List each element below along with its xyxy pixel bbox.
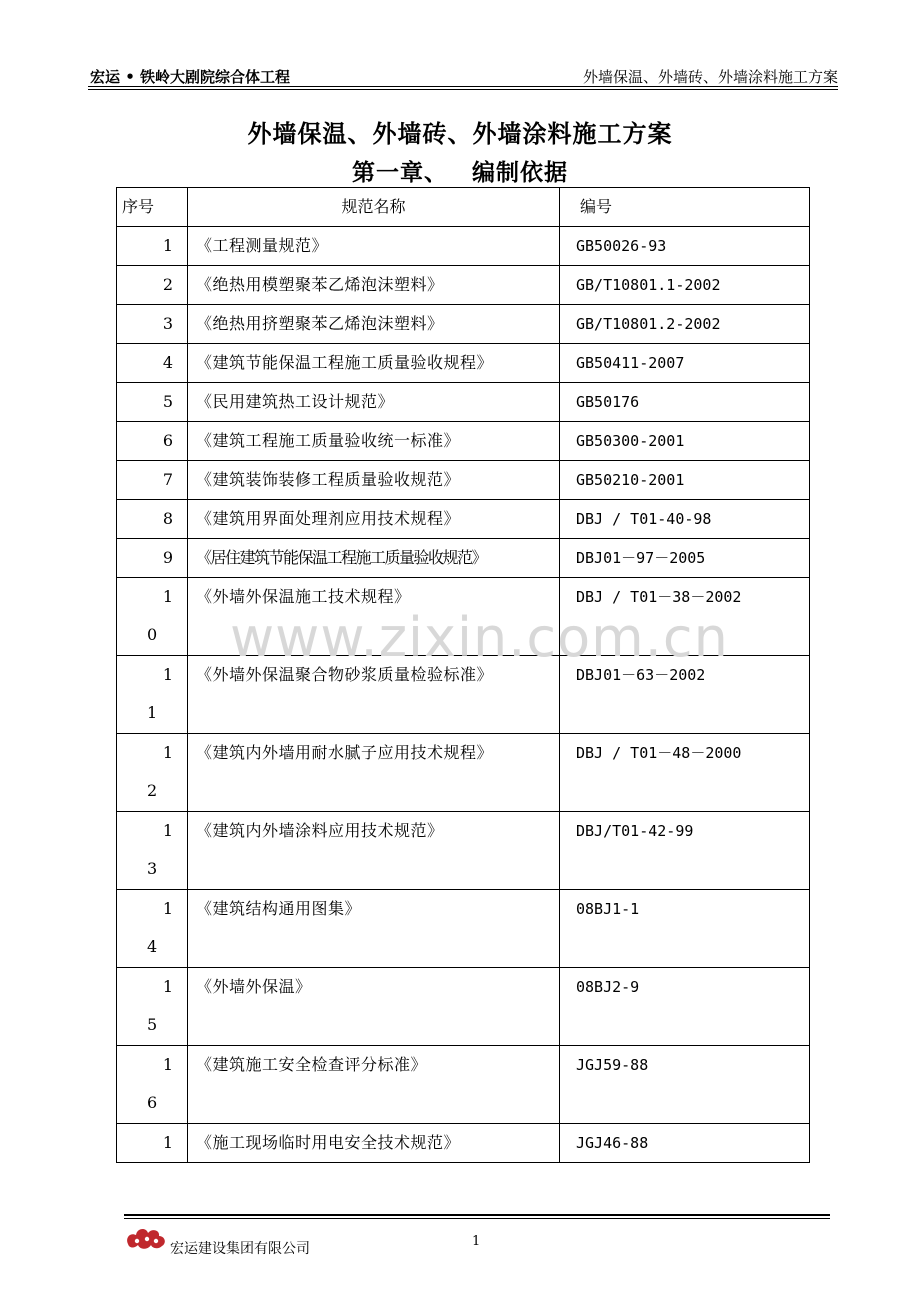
row-standard-code: DBJ01－63－2002 xyxy=(560,656,810,734)
cloud-logo-icon xyxy=(124,1224,168,1254)
row-seq: 1 5 xyxy=(117,968,188,1046)
table-header-row xyxy=(117,188,810,227)
row-standard-code: GB50411-2007 xyxy=(560,344,810,383)
chapter-name: 编制依据 xyxy=(472,159,568,186)
document-title: 外墙保温、外墙砖、外墙涂料施工方案 xyxy=(247,119,673,148)
row-seq: 9 xyxy=(117,539,188,578)
row-standard-name: 《建筑节能保温工程施工质量验收规程》 xyxy=(188,344,560,383)
row-standard-code: 08BJ1-1 xyxy=(560,890,810,968)
table-row xyxy=(117,578,810,656)
row-seq: 1 6 xyxy=(117,1046,188,1124)
row-seq: 8 xyxy=(117,500,188,539)
row-seq: 1 2 xyxy=(117,734,188,812)
row-standard-code: JGJ46-88 xyxy=(560,1124,810,1163)
row-standard-code: GB/T10801.1-2002 xyxy=(560,266,810,305)
header-rule xyxy=(88,86,838,87)
row-standard-name: 《工程测量规范》 xyxy=(188,227,560,266)
row-standard-name: 《建筑装饰装修工程质量验收规范》 xyxy=(188,461,560,500)
standards-table xyxy=(116,187,810,1163)
header-rule-thin xyxy=(88,89,838,90)
row-seq: 7 xyxy=(117,461,188,500)
row-standard-code: GB50026-93 xyxy=(560,227,810,266)
header-document-title: 外墙保温、外墙砖、外墙涂料施工方案 xyxy=(582,68,838,86)
table-row xyxy=(117,266,810,305)
row-standard-name: 《居住建筑节能保温工程施工质量验收规范》 xyxy=(188,539,560,578)
column-header-code: 编号 xyxy=(560,188,810,227)
row-seq: 5 xyxy=(117,383,188,422)
row-standard-name: 《绝热用模塑聚苯乙烯泡沫塑料》 xyxy=(188,266,560,305)
table-row xyxy=(117,812,810,890)
row-standard-name: 《外墙外保温》 xyxy=(188,968,560,1046)
table-row xyxy=(117,383,810,422)
table-row xyxy=(117,1124,810,1163)
row-standard-code: DBJ / T01－38－2002 xyxy=(560,578,810,656)
row-standard-name: 《施工现场临时用电安全技术规范》 xyxy=(188,1124,560,1163)
table-row xyxy=(117,656,810,734)
row-standard-name: 《绝热用挤塑聚苯乙烯泡沫塑料》 xyxy=(188,305,560,344)
page-number: 1 xyxy=(472,1234,481,1249)
row-seq: 1 4 xyxy=(117,890,188,968)
row-standard-name: 《建筑工程施工质量验收统一标准》 xyxy=(188,422,560,461)
row-standard-code: DBJ/T01-42-99 xyxy=(560,812,810,890)
table-row xyxy=(117,1046,810,1124)
footer-rule-thin xyxy=(124,1218,830,1219)
row-seq: 1 3 xyxy=(117,812,188,890)
row-seq: 1 1 xyxy=(117,656,188,734)
table-row xyxy=(117,344,810,383)
row-standard-name: 《建筑施工安全检查评分标准》 xyxy=(188,1046,560,1124)
chapter-heading xyxy=(0,154,920,187)
row-seq: 4 xyxy=(117,344,188,383)
row-standard-code: 08BJ2-9 xyxy=(560,968,810,1046)
watermark: www.zixin.com.cn xyxy=(230,606,729,669)
row-standard-name: 《建筑结构通用图集》 xyxy=(188,890,560,968)
row-standard-code: DBJ / T01-40-98 xyxy=(560,500,810,539)
row-standard-code: DBJ / T01－48－2000 xyxy=(560,734,810,812)
footer-company-name: 宏运建设集团有限公司 xyxy=(170,1241,310,1257)
table-row xyxy=(117,500,810,539)
row-standard-code: GB50210-2001 xyxy=(560,461,810,500)
row-standard-name: 《建筑用界面处理剂应用技术规程》 xyxy=(188,500,560,539)
table-row xyxy=(117,422,810,461)
row-seq: 1 xyxy=(117,227,188,266)
row-seq: 3 xyxy=(117,305,188,344)
row-seq: 2 xyxy=(117,266,188,305)
row-standard-name: 《建筑内外墙涂料应用技术规范》 xyxy=(188,812,560,890)
table-row xyxy=(117,227,810,266)
row-seq: 1 0 xyxy=(117,578,188,656)
row-standard-code: JGJ59-88 xyxy=(560,1046,810,1124)
table-row xyxy=(117,539,810,578)
column-header-name: 规范名称 xyxy=(188,188,560,227)
header-project-name: 宏运 • 铁岭大剧院综合体工程 xyxy=(90,68,291,86)
row-standard-code: GB/T10801.2-2002 xyxy=(560,305,810,344)
table-row xyxy=(117,734,810,812)
row-standard-name: 《建筑内外墙用耐水腻子应用技术规程》 xyxy=(188,734,560,812)
table-row xyxy=(117,968,810,1046)
table-row xyxy=(117,461,810,500)
chapter-number: 第一章、 xyxy=(352,159,448,186)
table-row xyxy=(117,890,810,968)
row-seq: 1 xyxy=(117,1124,188,1163)
row-standard-code: GB50300-2001 xyxy=(560,422,810,461)
row-standard-code: DBJ01－97－2005 xyxy=(560,539,810,578)
row-standard-code: GB50176 xyxy=(560,383,810,422)
footer-rule xyxy=(124,1214,830,1216)
table-row xyxy=(117,305,810,344)
row-seq: 6 xyxy=(117,422,188,461)
row-standard-name: 《民用建筑热工设计规范》 xyxy=(188,383,560,422)
page-header xyxy=(88,64,838,88)
column-header-seq: 序号 xyxy=(117,188,188,227)
row-standard-name: 《外墙外保温施工技术规程》 xyxy=(188,578,560,656)
row-standard-name: 《外墙外保温聚合物砂浆质量检验标准》 xyxy=(188,656,560,734)
